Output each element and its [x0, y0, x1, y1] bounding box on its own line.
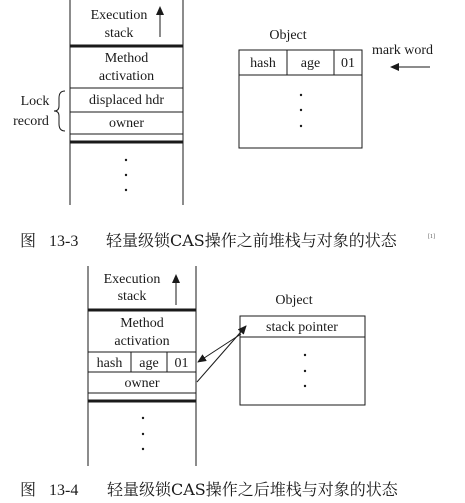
figure-13-3: [13, 0, 435, 250]
mark-word-label: mark word: [372, 43, 434, 58]
stack-continuation-dot: [125, 189, 127, 191]
caption-number: 13-3: [49, 233, 79, 250]
object-before: [239, 28, 362, 148]
stack-continuation-dot: [142, 417, 144, 419]
caption-text: 轻量级锁CAS操作之后堆栈与对象的状态: [107, 480, 398, 499]
hash-cell: hash: [250, 56, 276, 71]
owner-to-object-arrow: [197, 326, 246, 382]
caption-prefix: 图: [20, 480, 37, 499]
lock-record-brace: [54, 91, 65, 131]
object-title: Object: [269, 28, 307, 43]
pointer-arrows: [197, 326, 246, 382]
lock-flag-cell: 01: [341, 56, 355, 71]
caption-reference: [1]: [428, 234, 435, 240]
figure-13-4: [20, 266, 399, 499]
method-activation-line1: Method: [120, 316, 164, 331]
figure-caption-13-3: [20, 231, 435, 250]
method-activation-line2: activation: [114, 334, 170, 349]
object-continuation-dot: [304, 370, 306, 372]
execution-stack-before: [70, 0, 183, 205]
caption-prefix: 图: [20, 231, 37, 250]
method-activation-line1: Method: [104, 51, 149, 66]
lock-record-label: [13, 91, 65, 131]
figure-caption-13-4: [20, 480, 399, 499]
stack-title-line1: Execution: [103, 272, 161, 287]
lock-flag-cell: 01: [174, 356, 189, 371]
stack-continuation-dot: [125, 174, 127, 176]
caption-number: 13-4: [49, 482, 79, 499]
owner-cell: owner: [109, 116, 144, 131]
stack-continuation-dot: [142, 448, 144, 450]
object-continuation-dot: [300, 125, 302, 127]
age-cell: age: [139, 356, 159, 371]
object-title: Object: [275, 293, 313, 308]
execution-stack-after: [88, 266, 196, 466]
owner-cell: owner: [124, 376, 160, 391]
mark-word-pointer: [372, 43, 433, 67]
object-after: [240, 293, 365, 405]
stack-title-line2: stack: [117, 289, 147, 304]
age-cell: age: [300, 56, 321, 71]
displaced-hdr-cell: displaced hdr: [88, 93, 165, 108]
stack-continuation-dot: [142, 433, 144, 435]
stack-pointer-cell: stack pointer: [266, 320, 338, 335]
stack-pointer-to-lock-record-arrow: [198, 334, 241, 362]
hash-cell: hash: [96, 356, 123, 371]
object-continuation-dot: [304, 385, 306, 387]
object-continuation-dot: [304, 354, 306, 356]
object-continuation-dot: [300, 94, 302, 96]
stack-title-line2: stack: [104, 26, 134, 41]
stack-title-line1: Execution: [90, 8, 148, 23]
caption-text: 轻量级锁CAS操作之前堆栈与对象的状态: [106, 231, 397, 250]
lock-record-label-line1: Lock: [20, 94, 50, 109]
object-continuation-dot: [300, 109, 302, 111]
method-activation-line2: activation: [98, 69, 155, 84]
stack-continuation-dot: [125, 159, 127, 161]
lock-record-label-line2: record: [13, 114, 49, 129]
